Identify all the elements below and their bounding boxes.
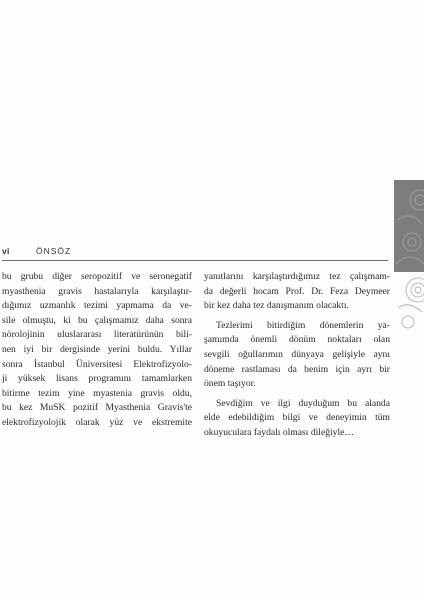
- running-head: ÖNSÖZ: [36, 246, 72, 256]
- text-line: dığımız uzmanlık tezimi yapmama da ve-: [2, 300, 192, 312]
- text-line: ji yüksek lisans programını tamamlarken: [2, 373, 192, 385]
- text-line: bu kez MuSK pozitif Myasthenia Gravis'te: [2, 402, 192, 414]
- swirl-decoration-icon: [394, 180, 424, 330]
- text-line: Sevdiğim ve ilgi duyduğum bu alanda: [216, 397, 390, 409]
- left-column: [2, 270, 192, 431]
- text-line: myasthenia gravis hastalarıyla karşılaştır-: [2, 285, 192, 297]
- text-line: döneme rastlaması da benim için ayrı bir: [204, 363, 390, 375]
- text-line: nen iyi bir dergisinde yerini buldu. Yıllar: [2, 343, 192, 355]
- text-line: okuyuculara faydalı olması dileğiyle…: [204, 426, 354, 438]
- text-line: sevgili oğullarımın dünyaya gelişiyle aynı: [204, 348, 390, 360]
- text-line: şamımda önemli dönüm noktaları olan: [204, 334, 390, 346]
- page-number: vi: [2, 246, 10, 256]
- text-line: bitirme tezim yine myastenia gravis oldu,: [2, 387, 192, 399]
- text-line: Tezlerimi bitirdiğim dönemlerin ya-: [216, 319, 390, 331]
- text-line: bir kez daha tez danışmanım olacaktı.: [204, 300, 349, 312]
- text-line: elde edebildiğim bilgi ve deneyimin tüm: [204, 412, 390, 424]
- right-column: [204, 270, 390, 441]
- text-line: elektrofizyolojik olarak yüz ve ekstremite: [2, 416, 192, 428]
- text-line: sile olmuştu, ki bu çalışmamız daha sonra: [2, 314, 192, 326]
- text-line: da değerli hocam Prof. Dr. Feza Deymeer: [204, 285, 390, 297]
- text-line: sonra İstanbul Üniversitesi Elektrofizyolo-: [2, 358, 192, 370]
- text-line: bu grubu diğer seropozitif ve seronegatif: [2, 271, 192, 282]
- text-line: nörolojinin uluslararası literatürünün bili-: [2, 329, 192, 341]
- text-line: önem taşıyor.: [204, 378, 256, 390]
- text-line: yanıtlarını karşılaştırdığımız tez çalışmam-: [204, 271, 390, 282]
